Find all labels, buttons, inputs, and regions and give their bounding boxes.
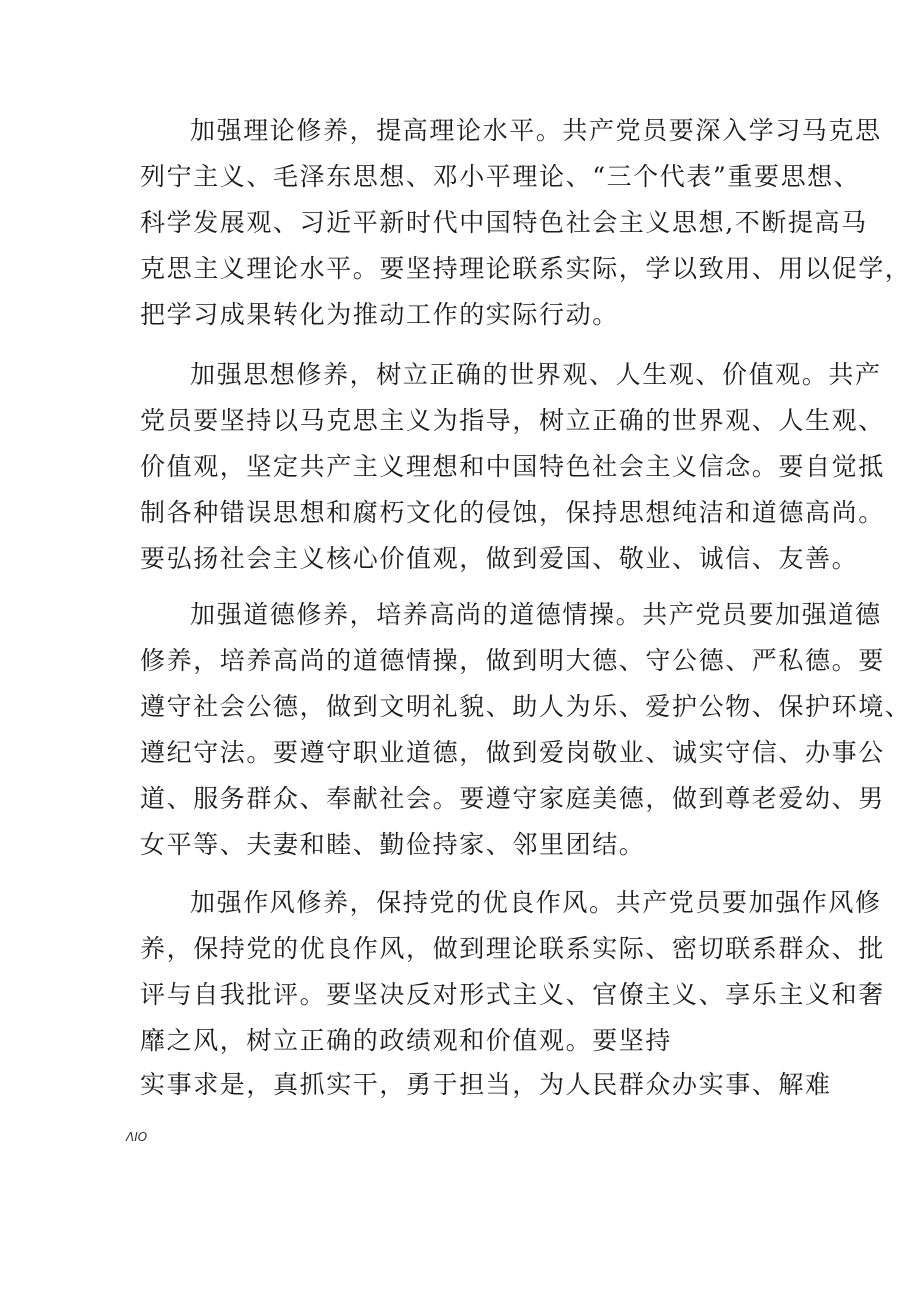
text-line: 评与自我批评。要坚决反对形式主义、官僚主义、享乐主义和奢 — [140, 980, 885, 1009]
paragraph-morality — [140, 592, 912, 868]
paragraph-theory — [140, 108, 912, 338]
paragraph-style — [140, 880, 885, 1064]
text-line: 遵纪守法。要遵守职业道德，做到爱岗敬业、诚实守信、办事公 — [140, 738, 885, 767]
text-line: 养，保持党的优良作风，做到理论联系实际、密切联系群众、批 — [140, 934, 885, 963]
page-mark: ΛΙΟ — [126, 1130, 148, 1144]
text-line: 加强思想修养，树立正确的世界观、人生观、价值观。共产 — [190, 360, 882, 389]
text-line: 制各种错误思想和腐朽文化的侵蚀，保持思想纯洁和道德高尚。 — [140, 498, 885, 527]
text-line: 加强作风修养，保持党的优良作风。共产党员要加强作风修 — [190, 888, 882, 917]
text-line: 价值观，坚定共产主义理想和中国特色社会主义信念。要自觉抵 — [140, 452, 885, 481]
text-line: 科学发展观、习近平新时代中国特色社会主义思想,不断提高马 — [140, 208, 868, 237]
text-line: 加强理论修养，提高理论水平。共产党员要深入学习马克思 — [190, 116, 882, 145]
text-line: 靡之风，树立正确的政绩观和价值观。要坚持 — [140, 1026, 673, 1055]
paragraph-thought — [140, 352, 885, 582]
text-line: 列宁主义、毛泽东思想、邓小平理论、“三个代表”重要思想、 — [140, 162, 861, 191]
text-line: 遵守社会公德，做到文明礼貌、助人为乐、爱护公物、保护环境、 — [140, 692, 912, 721]
text-line: 修养，培养高尚的道德情操，做到明大德、守公德、严私德。要 — [140, 646, 885, 675]
text-line: 加强道德修养，培养高尚的道德情操。共产党员要加强道德 — [190, 600, 882, 629]
text-line: 女平等、夫妻和睦、勤俭持家、邻里团结。 — [140, 830, 646, 859]
text-line: 把学习成果转化为推动工作的实际行动。 — [140, 300, 619, 329]
text-line: 要弘扬社会主义核心价值观，做到爱国、敬业、诚信、友善。 — [140, 544, 859, 573]
text-line: 克思主义理论水平。要坚持理论联系实际，学以致用、用以促学， — [140, 254, 912, 283]
text-line: 党员要坚持以马克思主义为指导，树立正确的世界观、人生观、 — [140, 406, 885, 435]
tail-text-line: 实事求是，真抓实干，勇于担当，为人民群众办实事、解难 — [140, 1070, 832, 1099]
text-line: 道、服务群众、奉献社会。要遵守家庭美德，做到尊老爱幼、男 — [140, 784, 885, 813]
